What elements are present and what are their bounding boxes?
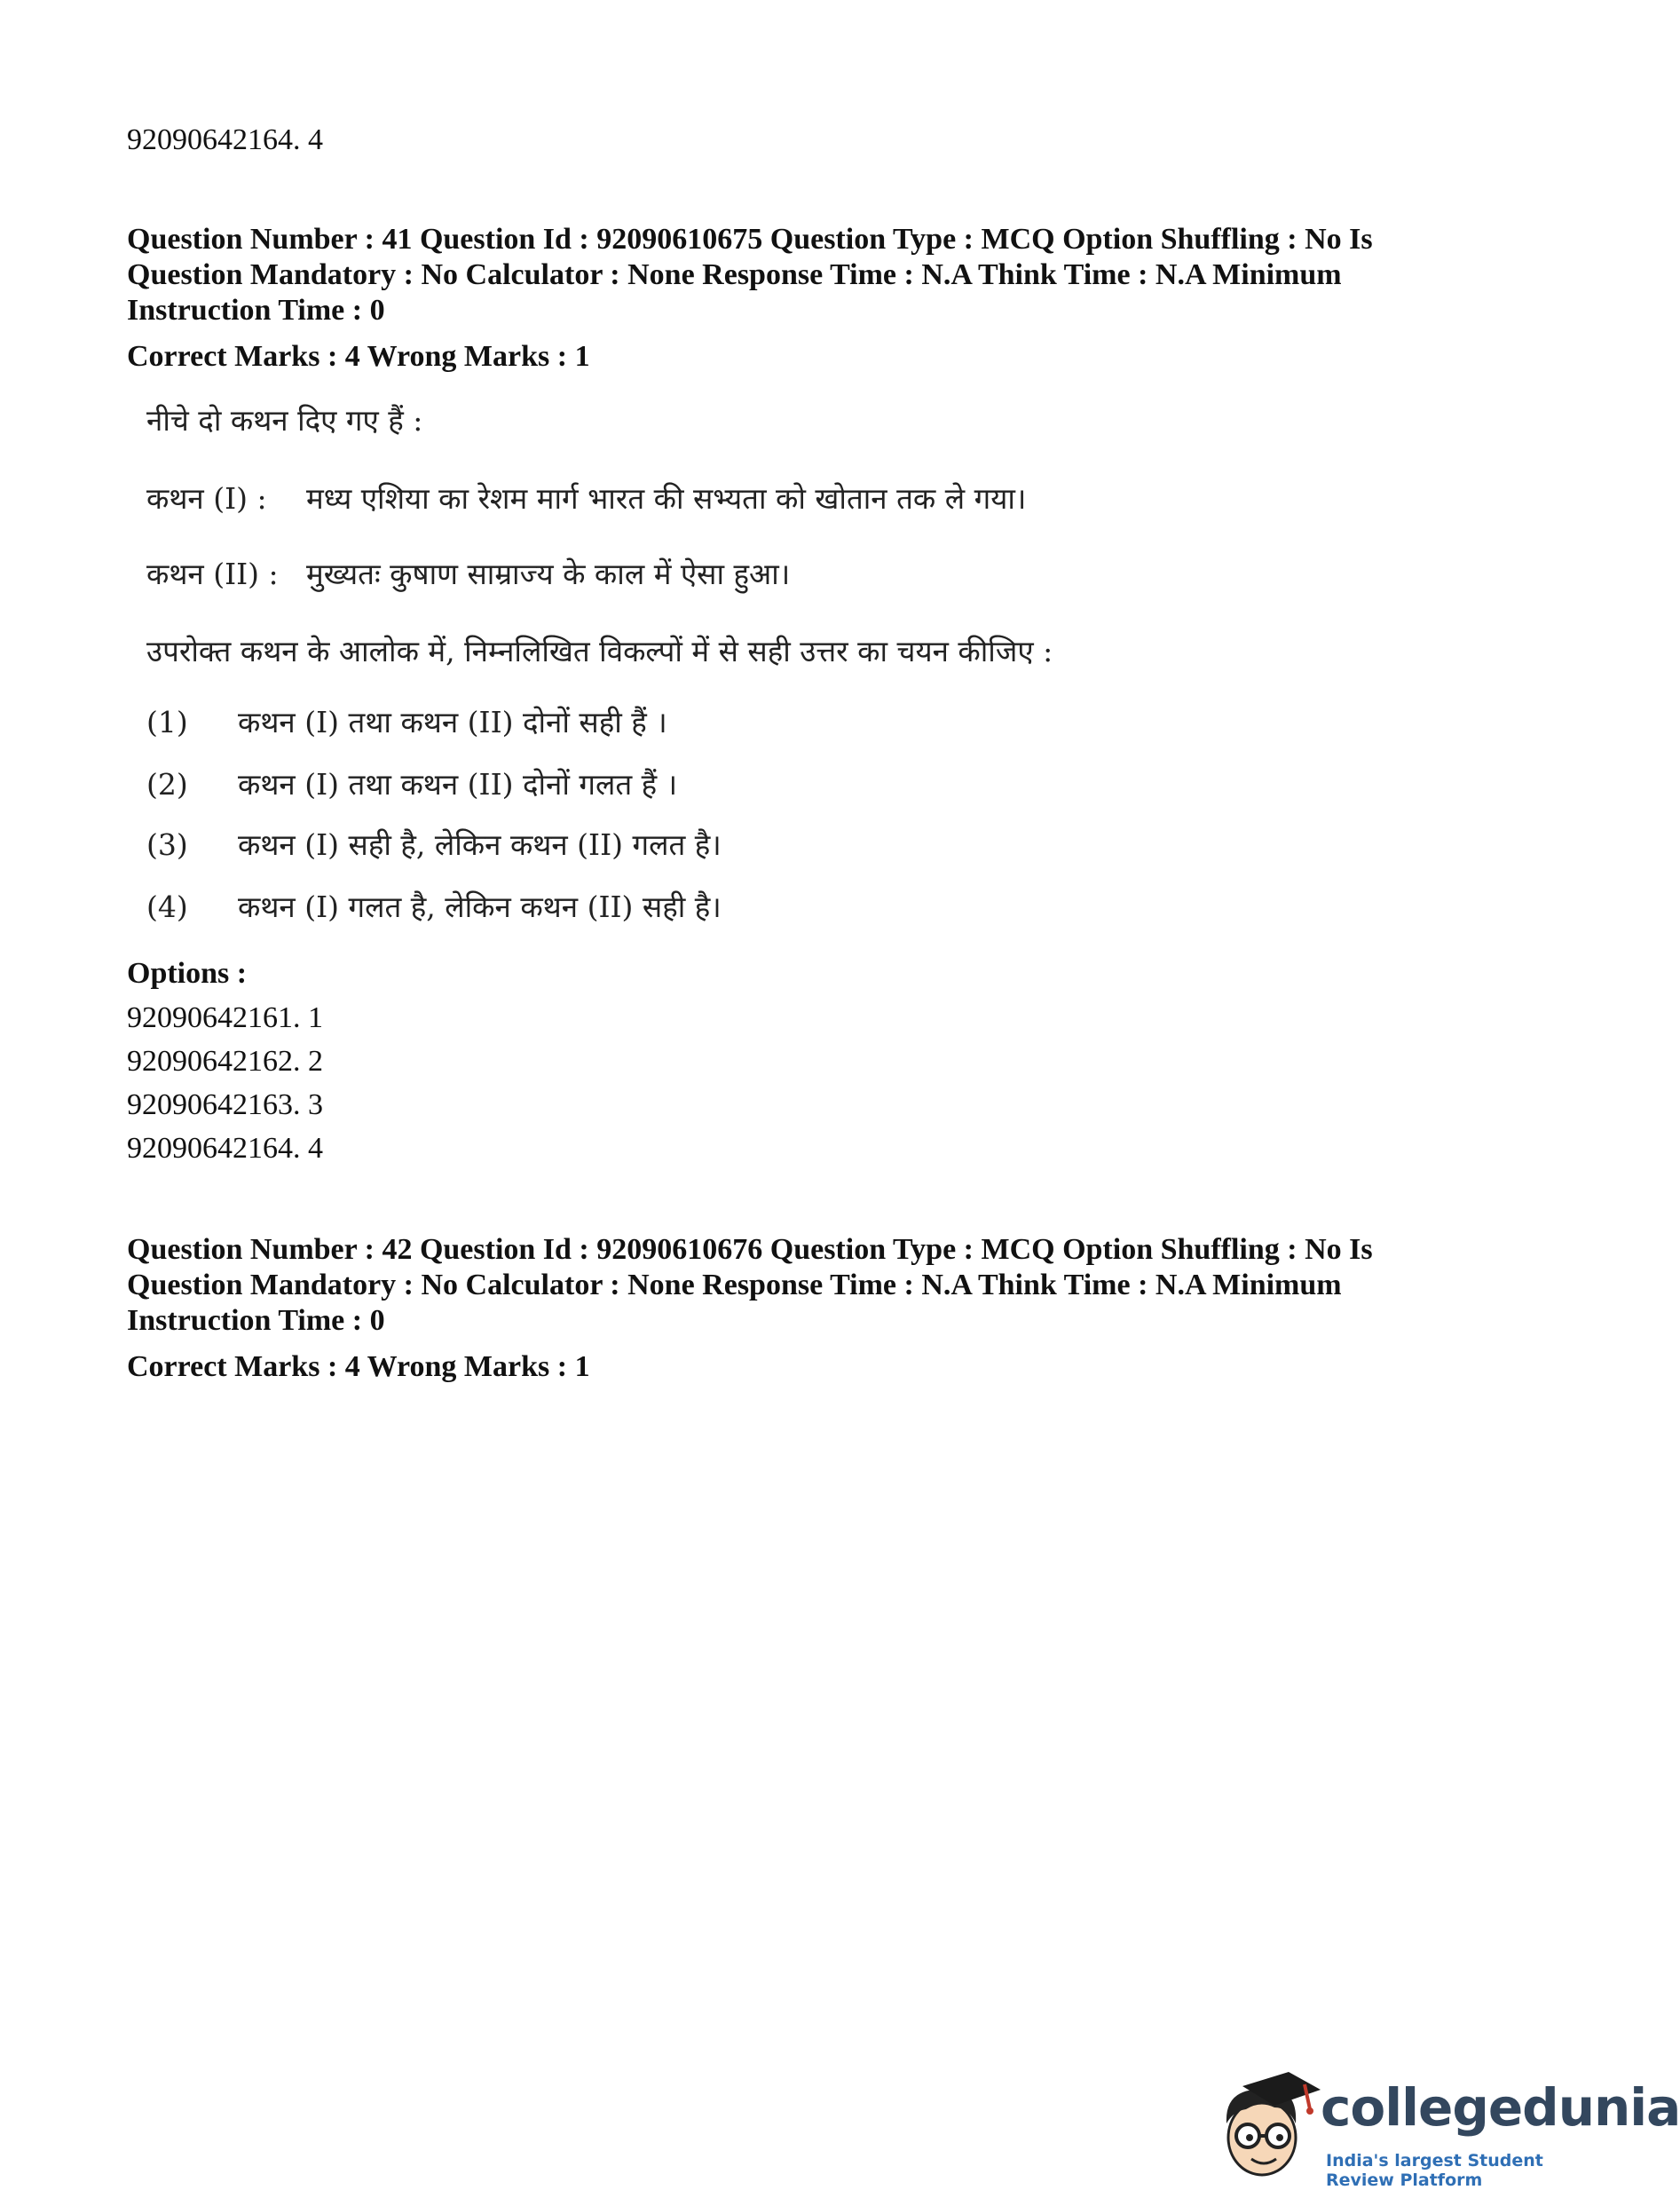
question-41-meta-line-3: Instruction Time : 0 [127,294,385,327]
choice-1-text: कथन (I) तथा कथन (II) दोनों सही हैं । [238,705,667,739]
question-intro: नीचे दो कथन दिए गए हैं : [146,403,423,438]
choice-4-number: (4) [146,889,188,924]
question-41-body [146,389,1140,939]
collegedunia-logo [1207,2068,1680,2190]
question-instruction: उपरोक्त कथन के आलोक में, निम्नलिखित विकल्पों में से सही उत्तर का चयन कीजिए : [146,634,1053,668]
statement-2-text: मुख्यतः कुषाण साम्राज्य के काल में ऐसा हुआ। [306,557,791,591]
statement-1-text: मध्य एशिया का रेशम मार्ग भारत की सभ्यता को खोतान तक ले गया। [306,481,1027,516]
option-line-1: 92090642161. 1 [127,1001,323,1034]
choice-3-text: कथन (I) सही है, लेकिन कथन (II) गलत है। [238,827,722,862]
choice-3 [146,824,722,864]
choice-2-number: (2) [146,767,188,802]
choice-1-number: (1) [146,705,188,739]
question-42-marks: Correct Marks : 4 Wrong Marks : 1 [127,1350,590,1383]
choice-2-text: कथन (I) तथा कथन (II) दोनों गलत हैं । [238,767,678,802]
logo-tagline: India's largest Student Review Platform [1326,2151,1543,2190]
choice-4-text: कथन (I) गलत है, लेकिन कथन (II) सही है। [238,889,722,924]
question-42-meta-line-2: Question Mandatory : No Calculator : None Response Time : N.A Think Time : N.A Minimum [127,1269,1342,1301]
question-42-meta-line-1: Question Number : 42 Question Id : 92090610676 Question Type : MCQ Option Shuffling : No Is [127,1233,1373,1266]
choice-3-number: (3) [146,827,188,862]
question-42-meta [127,1232,1511,1339]
option-line-4: 92090642164. 4 [127,1132,323,1165]
choice-1 [146,701,667,741]
statement-1 [146,478,1026,518]
logo-wordmark: collegedunia [1321,2077,1680,2138]
options-title: Options : [127,957,248,990]
option-line-3: 92090642163. 3 [127,1088,323,1121]
question-41-meta-line-1: Question Number : 41 Question Id : 92090610675 Question Type : MCQ Option Shuffling : No Is [127,223,1373,256]
question-41-meta-line-2: Question Mandatory : No Calculator : None Response Time : N.A Think Time : N.A Minimum [127,258,1342,291]
choice-2 [146,763,677,803]
question-41-meta [127,222,1511,328]
question-41-marks: Correct Marks : 4 Wrong Marks : 1 [127,340,590,373]
previous-option-line: 92090642164. 4 [127,123,323,156]
option-line-2: 92090642162. 2 [127,1045,323,1078]
question-42-meta-line-3: Instruction Time : 0 [127,1304,385,1337]
statement-2 [146,553,790,593]
mascot-icon [1207,2068,1322,2184]
statement-2-label: कथन (II) : [146,557,279,591]
statement-1-label: कथन (I) : [146,481,267,516]
choice-4 [146,886,722,926]
